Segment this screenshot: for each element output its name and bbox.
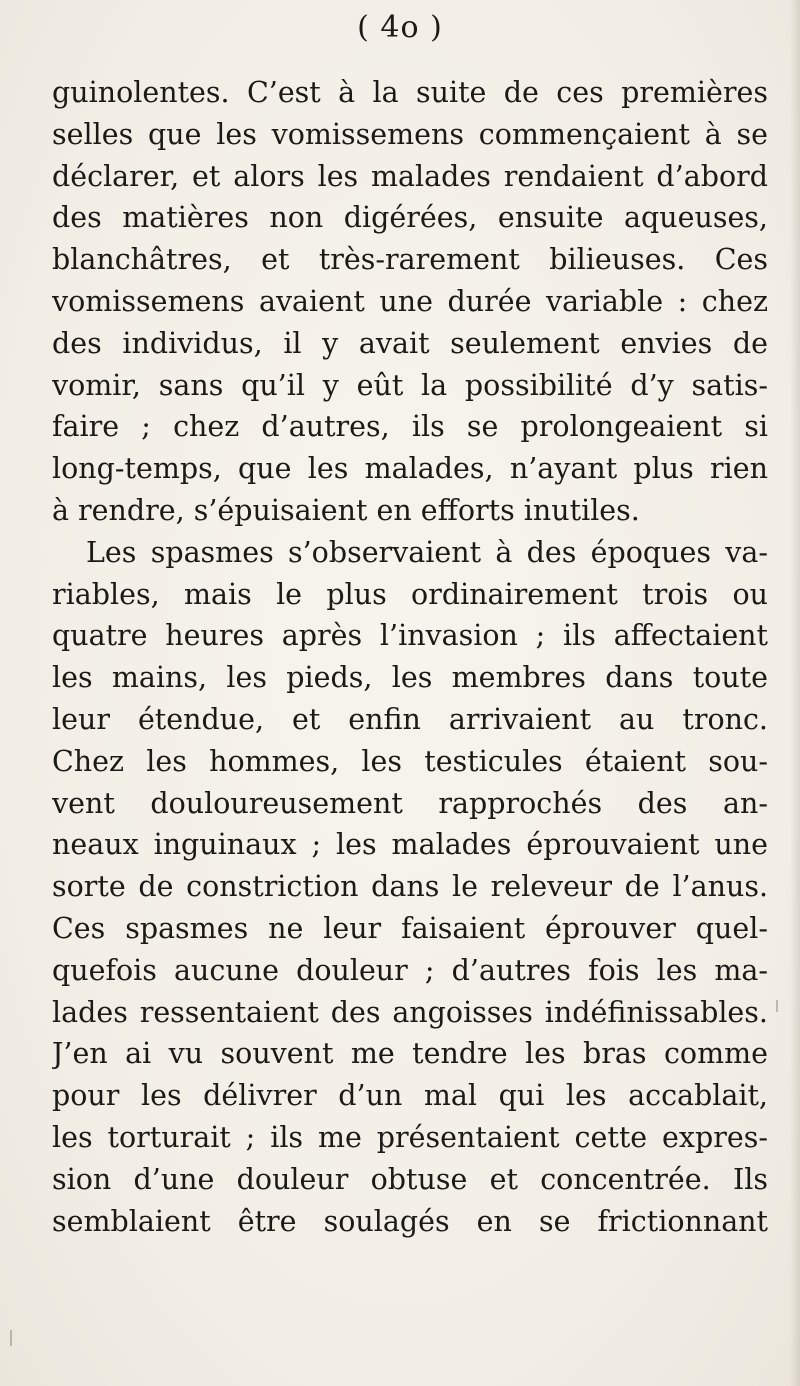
text-line: les torturait ; ils me présentaient cette expres- (52, 1120, 768, 1154)
text-line: quefois aucune douleur ; d’autres fois les ma- (52, 953, 768, 987)
text-line: sion d’une douleur obtuse et concentrée. Ils (52, 1162, 768, 1196)
text-line: faire ; chez d’autres, ils se prolongeaient si (52, 410, 768, 444)
text-line: vent douloureusement rapprochés des an- (52, 786, 768, 820)
page-edge-shadow (790, 0, 800, 1386)
text-line: riables, mais le plus ordinairement trois ou (52, 577, 768, 611)
text-line: sorte de constriction dans le releveur de l’anus. (52, 870, 768, 904)
text-line: selles que les vomissemens commençaient à se (52, 117, 768, 151)
text-line: semblaient être soulagés en se frictionnant (52, 1204, 768, 1238)
text-line: les mains, les pieds, les membres dans toute (52, 661, 768, 695)
text-line: des individus, il y avait seulement envies de (52, 326, 768, 360)
text-line: J’en ai vu souvent me tendre les bras comme (52, 1037, 768, 1071)
text-line-paragraph-end: à rendre, s’épuisaient en efforts inutiles. (52, 493, 640, 527)
text-line: guinolentes. C’est à la suite de ces premières (52, 76, 768, 109)
text-line: long-temps, que les malades, n’ayant plus rien (52, 452, 768, 486)
text-line: des matières non digérées, ensuite aqueuses, (52, 201, 768, 235)
text-line: lades ressentaient des angoisses indéfinissables. (52, 995, 768, 1029)
text-line: Chez les hommes, les testicules étaient sou- (52, 744, 768, 778)
text-line: quatre heures après l’invasion ; ils affectaient (52, 619, 768, 653)
text-line: blanchâtres, et très-rarement bilieuses. Ces (52, 243, 768, 277)
text-line-paragraph-start: Les spasmes s’observaient à des époques va- (86, 535, 768, 569)
scan-speck (776, 1000, 778, 1012)
text-line: leur étendue, et enfin arrivaient au tronc. (52, 702, 768, 736)
text-line: vomir, sans qu’il y eût la possibilité d’y satis- (52, 368, 768, 402)
text-line: vomissemens avaient une durée variable : chez (52, 284, 768, 318)
text-line: déclarer, et alors les malades rendaient d’abord (52, 159, 768, 193)
scan-speck (10, 1330, 12, 1346)
body-text (52, 72, 768, 1242)
page-number: ( 4o ) (357, 10, 443, 45)
text-line: Ces spasmes ne leur faisaient éprouver quel- (52, 911, 768, 945)
text-line: pour les délivrer d’un mal qui les accablait, (52, 1079, 768, 1113)
text-line: neaux inguinaux ; les malades éprouvaient une (52, 828, 768, 862)
